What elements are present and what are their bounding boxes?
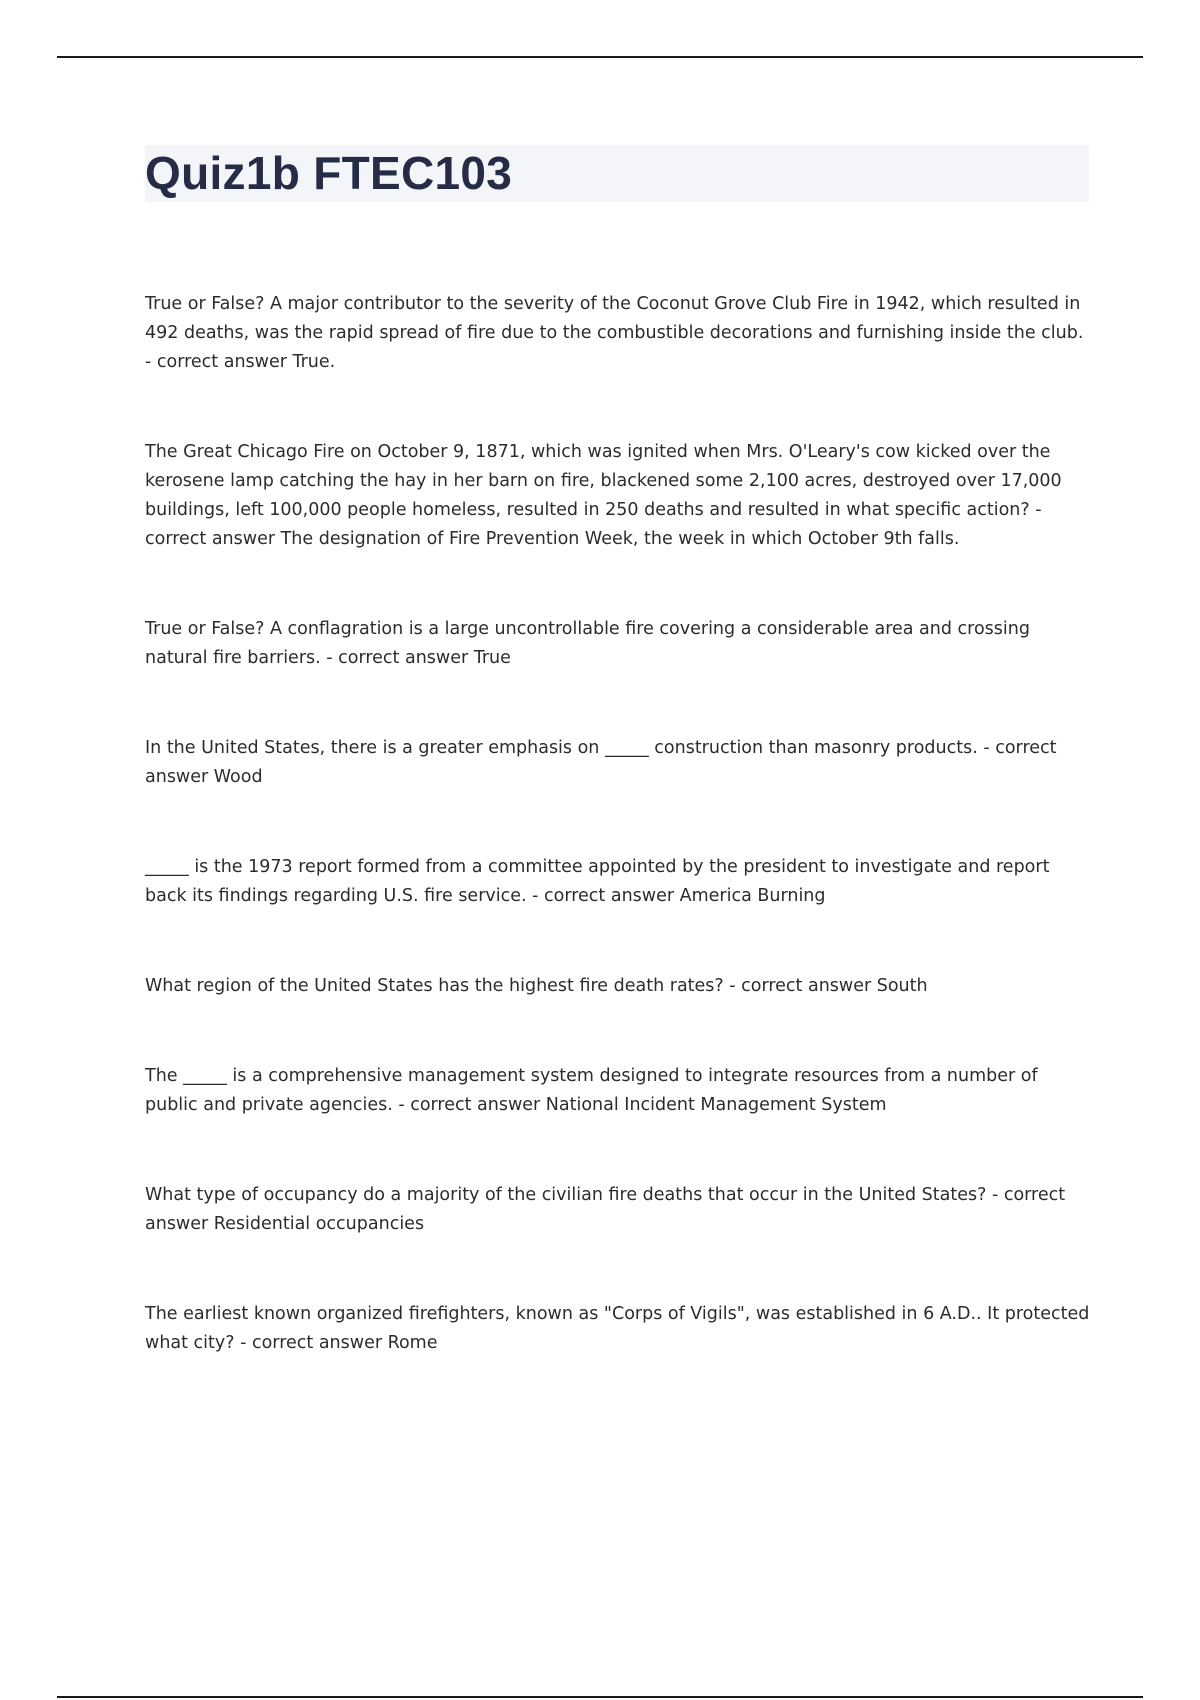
question-item: True or False? A major contributor to the severity of the Coconut Grove Club Fire in 1942, which resulted in 492 deaths, was the rapid spread of fire due to the combustible decorations and furnishing inside the club. - correct answer True. — [145, 294, 1084, 372]
document-title: Quiz1b FTEC103 — [145, 147, 513, 199]
question-item: In the United States, there is a greater emphasis on _____ construction than masonry products. - correct answer Wood — [145, 738, 1057, 787]
header-rule — [57, 56, 1143, 58]
question-item: True or False? A conflagration is a large uncontrollable fire covering a considerable area and crossing natural fire barriers. - correct answer True — [145, 619, 1030, 668]
question-item: The _____ is a comprehensive management system designed to integrate resources from a number of public and private agencies. - correct answer National Incident Management System — [145, 1066, 1038, 1115]
question-item: The Great Chicago Fire on October 9, 1871, which was ignited when Mrs. O'Leary's cow kicked over the kerosene lamp catching the hay in her barn on fire, blackened some 2,100 acres, destroyed over 17,000 buildings, left 100,000 people homeless, resulted in 250 deaths and resulted in what specific action? - correct answer The designation of Fire Prevention Week, the week in which October 9th falls. — [145, 442, 1062, 549]
question-item: _____ is the 1973 report formed from a committee appointed by the president to investigate and report back its findings regarding U.S. fire service. - correct answer America Burning — [145, 857, 1050, 906]
question-item: What type of occupancy do a majority of the civilian fire deaths that occur in the United States? - correct answer Residential occupancies — [145, 1185, 1066, 1234]
question-item: The earliest known organized firefighters, known as "Corps of Vigils", was established in 6 A.D.. It protected what city? - correct answer Rome — [145, 1304, 1090, 1353]
footer-rule — [57, 1696, 1143, 1698]
question-item: What region of the United States has the highest fire death rates? - correct answer South — [145, 976, 928, 996]
question-list — [145, 290, 1090, 1419]
